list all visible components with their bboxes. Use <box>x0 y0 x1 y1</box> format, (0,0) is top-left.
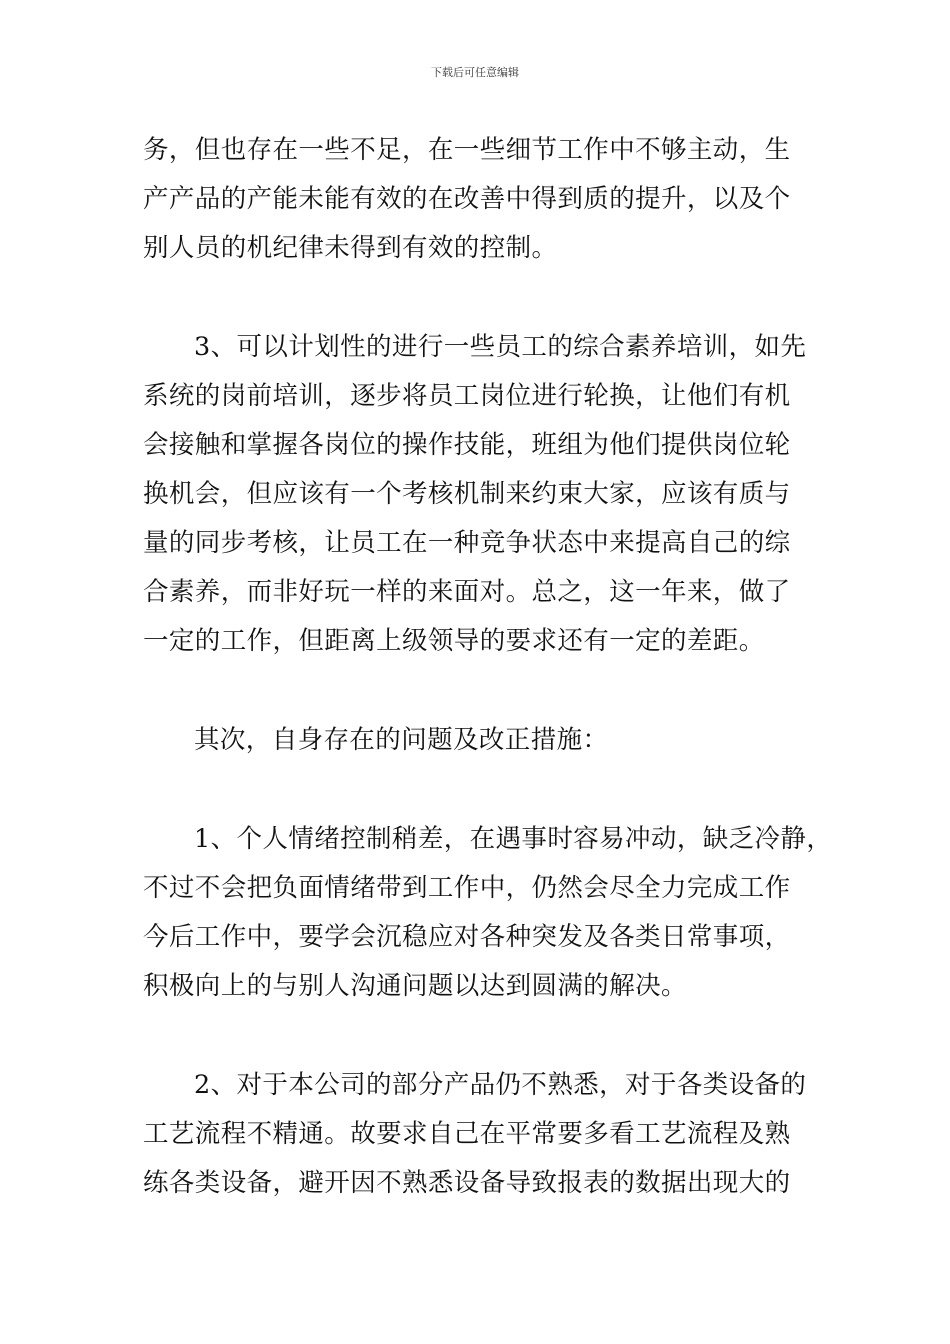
text-line: 练各类设备，避开因不熟悉设备导致报表的数据出现大的 <box>143 1168 791 1198</box>
text-line: 量的同步考核，让员工在一种竞争状态中来提高自己的综 <box>143 528 791 558</box>
text-line: 今后工作中，要学会沉稳应对各种突发及各类日常事项， <box>143 922 791 952</box>
text-line: 会接触和掌握各岗位的操作技能，班组为他们提供岗位轮 <box>143 430 791 460</box>
paragraph-gap <box>143 666 819 716</box>
text-line: 其次，自身存在的问题及改正措施： <box>194 725 609 755</box>
text-line: 合素养，而非好玩一样的来面对。总之，这一年来，做了 <box>143 577 791 607</box>
paragraph-gap <box>143 765 819 815</box>
paragraph-gap <box>143 273 819 323</box>
text-line: 一定的工作，但距离上级领导的要求还有一定的差距。 <box>143 626 765 656</box>
paragraph <box>143 815 833 1011</box>
document-body <box>143 126 833 1208</box>
paragraph <box>143 126 819 273</box>
page-header: 下载后可任意编辑 <box>431 66 519 79</box>
text-line: 工艺流程不精通。故要求自己在平常要多看工艺流程及熟 <box>143 1119 791 1149</box>
text-line: 务，但也存在一些不足，在一些细节工作中不够主动，生 <box>143 135 791 165</box>
paragraph-gap <box>143 1011 819 1061</box>
paragraph <box>143 323 819 666</box>
text-line: 系统的岗前培训，逐步将员工岗位进行轮换，让他们有机 <box>143 381 791 411</box>
text-line: 产产品的产能未能有效的在改善中得到质的提升，以及个 <box>143 184 791 214</box>
text-line: 3、可以计划性的进行一些员工的综合素养培训，如先 <box>194 332 807 362</box>
text-line: 换机会，但应该有一个考核机制来约束大家，应该有质与 <box>143 479 791 509</box>
text-line: 积极向上的与别人沟通问题以达到圆满的解决。 <box>143 971 687 1001</box>
paragraph <box>143 1061 819 1208</box>
text-line: 别人员的机纪律未得到有效的控制。 <box>143 233 558 263</box>
text-line: 2、对于本公司的部分产品仍不熟悉，对于各类设备的 <box>194 1070 807 1100</box>
text-line: 1、个人情绪控制稍差，在遇事时容易冲动，缺乏冷静， <box>194 824 833 854</box>
text-line: 不过不会把负面情绪带到工作中，仍然会尽全力完成工作 <box>143 873 791 903</box>
paragraph <box>143 716 819 765</box>
